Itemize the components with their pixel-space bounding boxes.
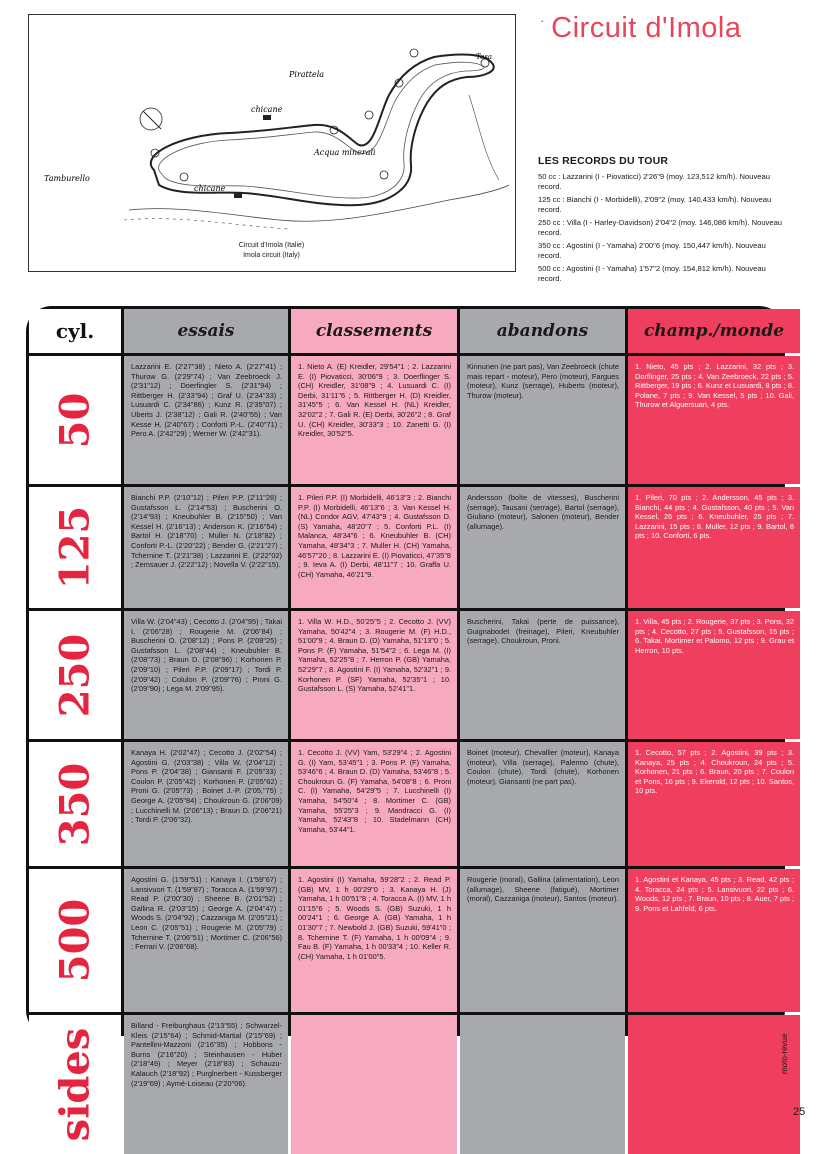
- classements-50: 1. Nieto A. (E) Kreidler, 29'54"1 ; 2. Lazzarini E. (I) Piovaticci, 30'06"9 ; 3. Doerflinger S. (CH) Kreidler, 31'08"9 ; 4. Lusuardi C. (I) Derbi, 31'11"6 ; 5. Rittberger H. (D) Kreidler, 31'45"5 ; 6. Van Kessel H. (NL) Kreidler, 32'02"2 ; 7. Gali R. (E) Derbi, 30'26"2 ; 8. Graf U. (CH) Kreidler, 30'33"3 ; 10. Zanetti G. (I) Kreidler, 30'52"5.: [291, 356, 457, 484]
- record-350: 350 cc : Agostini (I - Yamaha) 2'00"6 (moy. 150,447 km/h). Nouveau record.: [538, 241, 766, 260]
- classements-125: 1. Pileri P.P. (I) Morbidelli, 46'13"3 ; 2. Bianchi P.P. (I) Morbidelli, 46'13"6 ; 3. Van Kessel H. (NL) Condor AGV, 47'43"9 ; 4. Gustafsson D. (S) Yamaha, 48'20"7 ; 5. Conforti P.L. (I) Malanca, 48'34"6 ; 6. Kneubuhler B. (CH) Yamaha, 48'34"3 ; 7. Muller H. (CH) Yamaha, 46'57"20 ; 8. Lazzarini E. (I) Piovaticci, 47'35"8 ; 9. Ieva A. (I) Derbi, 48'11"7 ; 10. Graffa U. (CH) Yamaha, 46'21"9.: [291, 487, 457, 608]
- page-title: · Circuit d'Imola: [540, 12, 742, 44]
- map-caption: [29, 241, 514, 261]
- header-cyl: cyl.: [29, 309, 121, 353]
- records-heading: LES RECORDS DU TOUR: [538, 155, 669, 167]
- svg-text:Tosa: Tosa: [476, 53, 493, 61]
- svg-text:Tamburello: Tamburello: [44, 174, 90, 183]
- champ-50: 1. Nieto, 45 pts ; 2. Lazzarini, 32 pts ; 3. Dorflinger, 25 pts ; 4. Van Zeebroeck, 22 pts ; 5. Rittberger, 19 pts ; 6. Kunz et Lusuardi, 8 pts ; 8. Polane, 7 pts ; 9. Van Kessel, 5 pts ; 10. Gali, Thurow et Alguersuari, 4 pts.: [628, 356, 800, 484]
- map-caption-en: Imola circuit (Italy): [243, 252, 300, 259]
- header-champ-monde: champ./monde: [628, 309, 800, 353]
- lap-records: [538, 155, 788, 287]
- cyl-500: 500: [29, 869, 121, 1012]
- champ-250: 1. Villa, 45 pts ; 2. Rougerie, 37 pts ; 3. Pons, 32 pts ; 4. Cecotto, 27 pts ; 5. Gustafsson, 15 pts ; 6. Takai, Mortimer et Palomo, 12 pts ; 9. Grau et Herron, 10 pts.: [628, 611, 800, 739]
- abandons-sides: [460, 1015, 625, 1154]
- abandons-50: Kinnunen (ne part pas), Van Zeebroeck (chute mais repart - moteur), Pero (moteur), Fargues (moteur), Kunz (serrage), Huberts (moteur), Thurow (moteur).: [460, 356, 625, 484]
- essais-250: Villa W. (2'04"43) ; Cecotto J. (2'04"95) ; Takai I. (2'06"28) ; Rougerie M. (2'06"84) ; Buscherini O. (2'08"12) ; Pons P. (2'08"25) ; Gustafsson L. (2'08"44) ; Kneubuhler B. (2'08"73) ; Braun D. (2'08"96) ; Korhonen P. (2'09"10) ; Pileri P.P. (2'09"17) ; Tordi P. (2'09"42) ; Colulon P. (2'09"76) ; Proni G. (2'09"90) ; Lega M. 2'09"95).: [124, 611, 288, 739]
- magazine-name: moto-revue: [780, 1033, 789, 1074]
- classements-sides: [291, 1015, 457, 1154]
- header-abandons: abandons: [460, 309, 625, 353]
- circuit-map: [28, 14, 516, 272]
- map-caption-fr: Circuit d'Imola (Italie): [238, 242, 305, 249]
- cyl-sides: sides: [29, 1015, 121, 1154]
- champ-125: 1. Pileri, 70 pts ; 2. Andersson, 45 pts ; 3. Bianchi, 44 pts ; 4. Gustafsson, 40 pts ; 5. Van Kessel, 26 pts ; 6. Kneubuhler, 25 pts ; 7. Lazzarini, 15 pts ; 8. Muller, 12 pts ; 9. Bartol, 8 pts ; 10. Conforti, 6 pts.: [628, 487, 800, 608]
- essais-350: Kanaya H. (2'02"47) ; Cecotto J. (2'02"54) ; Agostini G. (2'03"38) ; Villa W. (2'04"12) ; Pons P. (2'04"38) ; Giansanti F. (2'05"33) ; Coulon P. (2'05"42) ; Korhonen P. (2'05"62) ; Proni G. (2'05"73) ; Boinet J.-P. (2'05,"75) ; George A. (2'05"84) ; Choukroun G. (2'06"09) ; Lucchinelli M. (2'06"13) ; Braun D. (2'06"21) ; Tordi P. (2'06"32).: [124, 742, 288, 866]
- svg-text:Acqua minerali: Acqua minerali: [314, 148, 376, 157]
- svg-text:Pirattela: Pirattela: [289, 70, 325, 79]
- champ-sides: [628, 1015, 800, 1154]
- record-125: 125 cc : Bianchi (I - Morbidelli), 2'09"2 (moy. 140,433 km/h). Nouveau record.: [538, 195, 772, 214]
- champ-350: 1. Cecotto, 57 pts ; 2. Agostini, 39 pts ; 3. Kanaya, 25 pts ; 4. Choukroun, 24 pts ; 5. Korhonen, 21 pts ; 6. Braun, 20 pts ; 7. Coulon et Pons, 16 pts ; 9. Ekerold, 12 pts ; 10. Santos, 10 pts.: [628, 742, 800, 866]
- abandons-125: Andersson (boîte de vitesses), Buscherini (serrage), Tausani (serrage), Bartol (serrage), Giuliano (moteur), Salonen (moteur), Bender (allumage).: [460, 487, 625, 608]
- classements-350: 1. Cecotto J. (VV) Yam, 53'29"4 ; 2. Agostini G. (I) Yam, 53'45"1 ; 3. Pons P. (F) Yamaha, 53'46"6 ; 4. Braun D. (D) Yamaha, 53'46"8 ; 5. Choukroun G. (F) Yamaha, 54'08"8 ; 6. Proni C. (I) Yamaha, 54'29"5 ; 7. Lucchinelli (I) Yamaha, 54'50"4 ; 8. Mortimer C. (GB) Yamaha, 55'25"3 ; 9. Mandracci G. (I) Yamaha, 52'43"8 ; 10. Stadelmann (CH) Yamaha, 53'44"1.: [291, 742, 457, 866]
- champ-500: 1. Agostini et Kanaya, 45 pts ; 3. Read, 42 pts ; 4. Toracca, 24 pts ; 5. Lansivuori, 22 pts ; 6. Woods, 12 pts ; 7. Braun, 10 pts ; 8. Auer, 7 pts ; 9. Pons et Lahfeld, 6 pts.: [628, 869, 800, 1012]
- cyl-50: 50: [29, 356, 121, 484]
- svg-text:chicane: chicane: [194, 184, 226, 193]
- classements-500: 1. Agostini (I) Yamaha, 59'28"2 ; 2. Read P. (GB) MV, 1 h 00'29"0 ; 3. Kanaya H. (J) Yamaha, 1 h 00'51"8 ; 4. Toracca A. (I) MV, 1 h 01'15"6 ; 5. Woods S. (GB) Suzuki, 1 h 00'24"1 ; 6. George A. (GB) Yamaha, 1 h 01'30"7 ; 7. Newbold J. (GB) Suzuki, 59'41"0 ; 8. Tchernine T. (F) Yamaha, 1 h 00'09"4 ; 9. Fau B. (F) Yamaha, 1 h 00'33"4 ; 10. Keller R. (CH) Yamaha, 1 h 01'00"5.: [291, 869, 457, 1012]
- page-number: 25: [793, 1106, 806, 1118]
- cyl-125: 125: [29, 487, 121, 608]
- header-classements: classements: [291, 309, 457, 353]
- abandons-250: Buscherini, Takai (perte de puissance), Guignabodet (freinage), Pileri, Kneubuhler (serrage), Choukroun, Proni.: [460, 611, 625, 739]
- essais-500: Agostini G. (1'59"51) ; Kanaya I. (1'59"67) ; Lansivuori T. (1'59"87) ; Toracca A. (1'59"97) ; Read P. (2'00"30) ; Sheene B. (2'01"52) ; Gallina R. (2'03"15) ; George A. (2'04"47) ; Woods S. (2'04"92) ; Cazzaniga M. (2'05"21) ; Leon C. (2'05"51) ; Rougerie M. (2'05"79) ; Tchernine T. (2'06"51) ; Mortimer C. (2'06"56) ; Ferrari V. (2'06"68).: [124, 869, 288, 1012]
- abandons-350: Boinet (moteur), Chevallier (moteur), Kanaya (moteur), Villa (serrage), Palermo (chute), Coulon (chute), Tordi (chute), Korhonen (moteur), Giansanti (ne part pas).: [460, 742, 625, 866]
- record-250: 250 cc : Villa (I - Harley-Davidson) 2'04"2 (moy. 146,086 km/h). Nouveau record.: [538, 218, 783, 237]
- svg-text:chicane: chicane: [251, 105, 283, 114]
- abandons-500: Rougerie (moral), Gallina (alimentation), Leon (allumage), Sheene (fatigué), Mortimer (moral), Cazzaniga (moteur), Santos (moteur).: [460, 869, 625, 1012]
- circuit-map-drawing: [29, 15, 514, 270]
- record-500: 500 cc : Agostini (I - Yamaha) 1'57"2 (moy. 154,812 km/h). Nouveau record.: [538, 264, 766, 283]
- essais-125: Bianchi P.P. (2'10"12) ; Pileri P.P. (2'11"28) ; Gustafsson L. (2'14"53) ; Buscherini O. (2'14"93) ; Kneubuhler B. (2'15"50) ; Van Kessel H. (2'16"13) ; Anderson K. (2'16"54) ; Bartol H. (2'18"70) ; Muller N. (2'18"82) ; Conforti P.-L. (2'20"22) ; Bender G. (2'21"27) ; Tchernine T. (2'21"38) ; Lazzarini E. (2'22"02) ; Zemsauer J. (2'22"12) ; Novella V. (2'22"15).: [124, 487, 288, 608]
- header-essais: essais: [124, 309, 288, 353]
- essais-sides: Billand - Freiburghaus (2'13"55) ; Schwarzel-Kleis (2'15"64) ; Schmid-Martial (2'15"69) ; Pantellini-Mazzoni (2'16"35) ; Hobbons - Burns (2'18"20) ; Steinhausen - Huber (2'18"49) ; Meyer (2'18"83) ; Schauzu-Kalauch (2'18"92) ; Purglnerbert - Kussberger (2'19"69) ; Aymé-Loiseau (2'20"06).: [124, 1015, 288, 1154]
- cyl-250: 250: [29, 611, 121, 739]
- classements-250: 1. Villa W. H.D., 50'25"5 ; 2. Cecotto J. (VV) Yamaha, 50'42"4 ; 3. Rougerie M. (F) H.D., 51'00"9 ; 4. Braun D. (D) Yamaha, 51'13"0 ; 5. Pons P. (F) Yamaha, 51'54"2 ; 6. Lega M. (I) Yamaha, 52'25"8 ; 7. Herron P. (GB) Yamaha, 52'29"7 ; 8. Agostini F. (I) Yamaha, 52'32"1 ; 9. Korhonen P. (SF) Yamaha, 52'35"1 ; 10. Gustafsson L. (S) Yamaha, 52'41"1.: [291, 611, 457, 739]
- essais-50: Lazzarini E. (2'27"38) ; Nieto A. (2'27"41) ; Thurow G. (2'29"74) ; Van Zeebroeck J. (2'31"12) ; Doerfingler S. (2'31"94) ; Rittberger H. (2'33"94) ; Graf U. (2'34"33) ; Lusuardi C. (2'34"86) ; Kunz R. (2'35"07) ; Uberts J. (2'38"12) ; Gali R. (2'40"55) ; Van Kesse H. (2'40"67) ; Conforti P.-L. (2'40"71) ; Pero A. (2'42"29) ; Werner W. (2'42"31).: [124, 356, 288, 484]
- record-50: 50 cc : Lazzarini (I - Piovaticci) 2'26"9 (moy. 123,512 km/h). Nouveau record.: [538, 172, 770, 191]
- cyl-350: 350: [29, 742, 121, 866]
